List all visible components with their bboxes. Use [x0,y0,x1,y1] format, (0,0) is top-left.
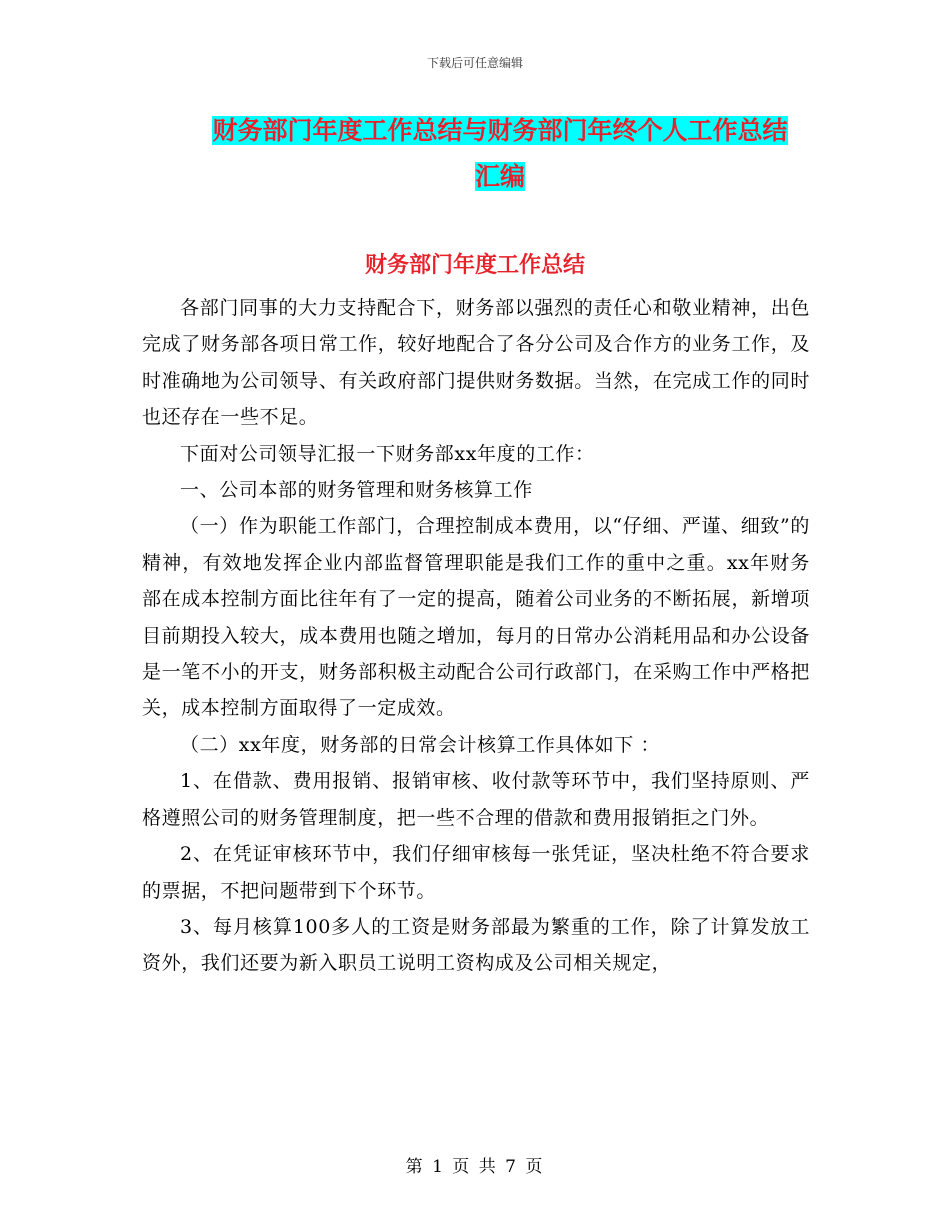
page-footer: 第 1 页 共 7 页 [405,1157,545,1177]
document-main-title [140,108,860,200]
paragraph: 1、在借款、费用报销、报销审核、收付款等环节中，我们坚持原则、严格遵照公司的财务管理制度，把一些不合理的借款和费用报销拒之门外。 [142,770,810,829]
section-title: 财务部门年度工作总结 [364,252,585,278]
header-note: 下载后可任意编辑 [426,56,523,70]
paragraph: （二）xx年度，财务部的日常会计核算工作具体如下 ： [180,733,661,756]
paragraph: 3、每月核算100多人的工资是财务部最为繁重的工作，除了计算发放工资外，我们还要为新入职员工说明工资构成及公司相关规定， [142,915,810,975]
main-title-line-1: 财务部门年度工作总结与财务部门年终个人工作总结 [212,116,788,145]
paragraph: 各部门同事的大力支持配合下，财务部以强烈的责任心和敬业精神，出色完成了财务部各项日常工作，较好地配合了各分公司及合作方的业务工作，及时准确地为公司领导、有关政府部门提供财务数据。当然，在完成工作的同时也还存在一些不足。 [142,297,810,429]
main-title-line-2: 汇编 [474,162,525,191]
paragraph: 一、公司本部的财务管理和财务核算工作 [180,479,533,502]
paragraph: 下面对公司领导汇报一下财务部xx年度的工作： [180,442,595,465]
document-body [142,290,810,982]
paragraph: 2、在凭证审核环节中，我们仔细审核每一张凭证，坚决杜绝不符合要求的票据，不把问题带到下个环节。 [142,843,810,902]
paragraph: （一）作为职能工作部门，合理控制成本费用，以“仔细、严谨、细致”的精神，有效地发挥企业内部监督管理职能是我们工作的重中之重。xx年财务部在成本控制方面比往年有了一定的提高，随着公司业务的不断拓展，新增项目前期投入较大，成本费用也随之增加，每月的日常办公消耗用品和办公设备是一笔不小的开支，财务部积极主动配合公司行政部门，在采购工作中严格把关，成本控制方面取得了一定成效。 [142,515,810,720]
